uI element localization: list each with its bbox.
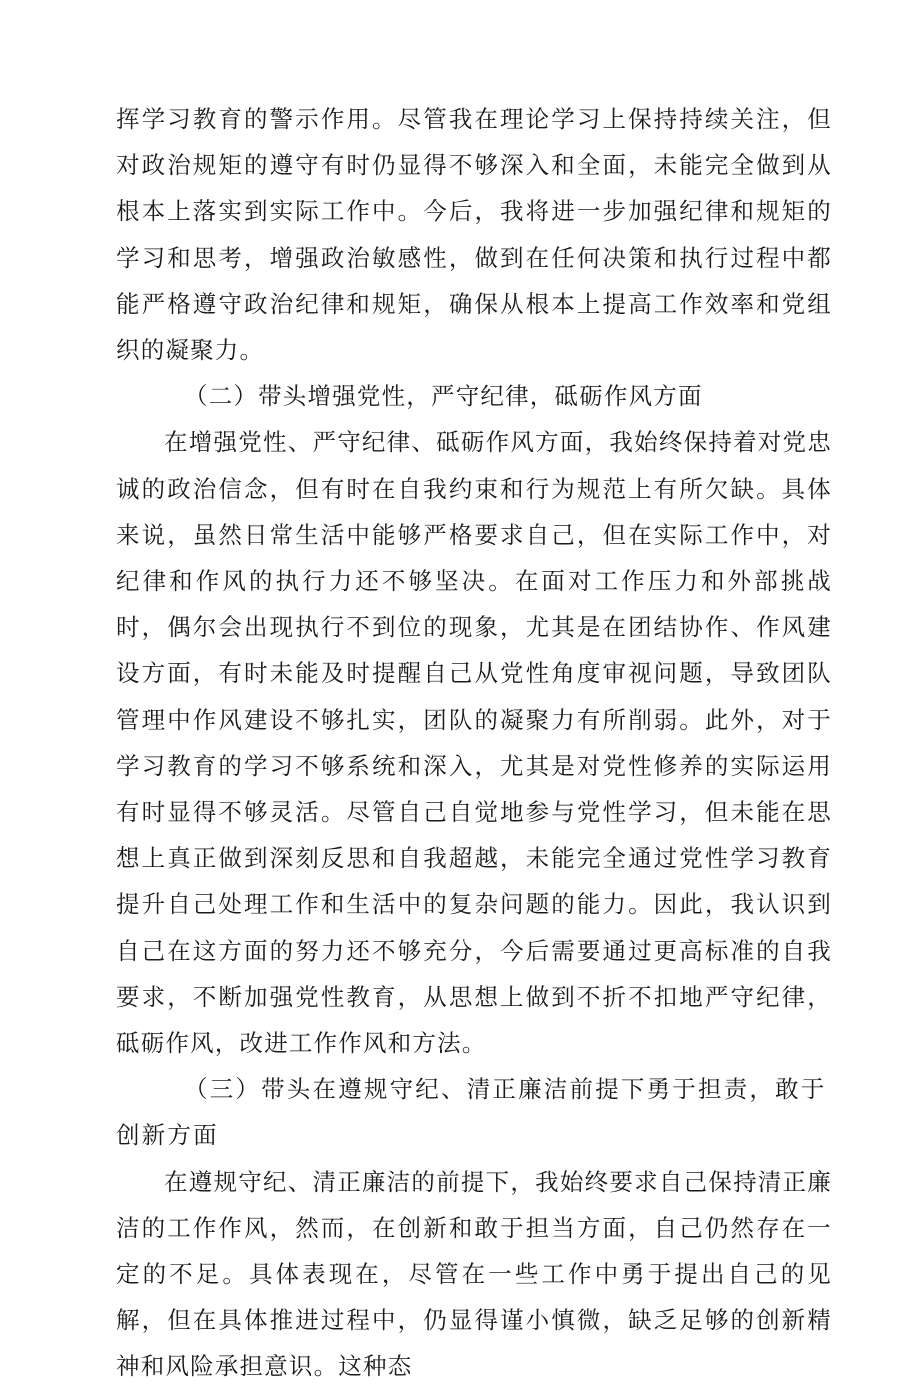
section-heading-2: （二）带头增强党性，严守纪律，砥砺作风方面: [184, 382, 703, 411]
paragraph-2: 在增强党性、严守纪律、砥砺作风方面，我始终保持着对党忠诚的政治信念，但有时在自我约束和行为规范上有所欠缺。具体来说，虽然日常生活中能够严格要求自己，但在实际工作中，对纪律和作风的执行力还不够坚决。在面对工作压力和外部挑战时，偶尔会出现执行不到位的现象，尤其是在团结协作、作风建设方面，有时未能及时提醒自己从党性角度审视问题，导致团队管理中作风建设不够扎实，团队的凝聚力有所削弱。此外，对于学习教育的学习不够系统和深入，尤其是对党性修养的实际运用有时显得不够灵活。尽管自己自觉地参与党性学习，但未能在思想上真正做到深刻反思和自我超越，未能完全通过党性学习教育提升自己处理工作和生活中的复杂问题的能力。因此，我认识到自己在这方面的努力还不够充分，今后需要通过更高标准的自我要求，不断加强党性教育，从思想上做到不折不扣地严守纪律，砥砺作风，改进工作作风和方法。: [116, 428, 832, 1058]
paragraph-1: 挥学习教育的警示作用。尽管我在理论学习上保持持续关注，但对政治规矩的遵守有时仍显得不够深入和全面，未能完全做到从根本上落实到实际工作中。今后，我将进一步加强纪律和规矩的学习和思考，增强政治敏感性，做到在任何决策和执行过程中都能严格遵守政治纪律和规矩，确保从根本上提高工作效率和党组织的凝聚力。: [116, 105, 832, 365]
paragraph-3: 在遵规守纪、清正廉洁的前提下，我始终要求自己保持清正廉洁的工作作风，然而，在创新和敢于担当方面，自己仍然存在一定的不足。具体表现在，尽管在一些工作中勇于提出自己的见解，但在具体推进过程中，仍显得谨小慎微，缺乏足够的创新精神和风险承担意识。这种态: [116, 1167, 832, 1381]
document-body: [116, 96, 832, 1390]
section-heading-3: （三）带头在遵规守纪、清正廉洁前提下勇于担责，敢于创新方面: [116, 1075, 827, 1150]
